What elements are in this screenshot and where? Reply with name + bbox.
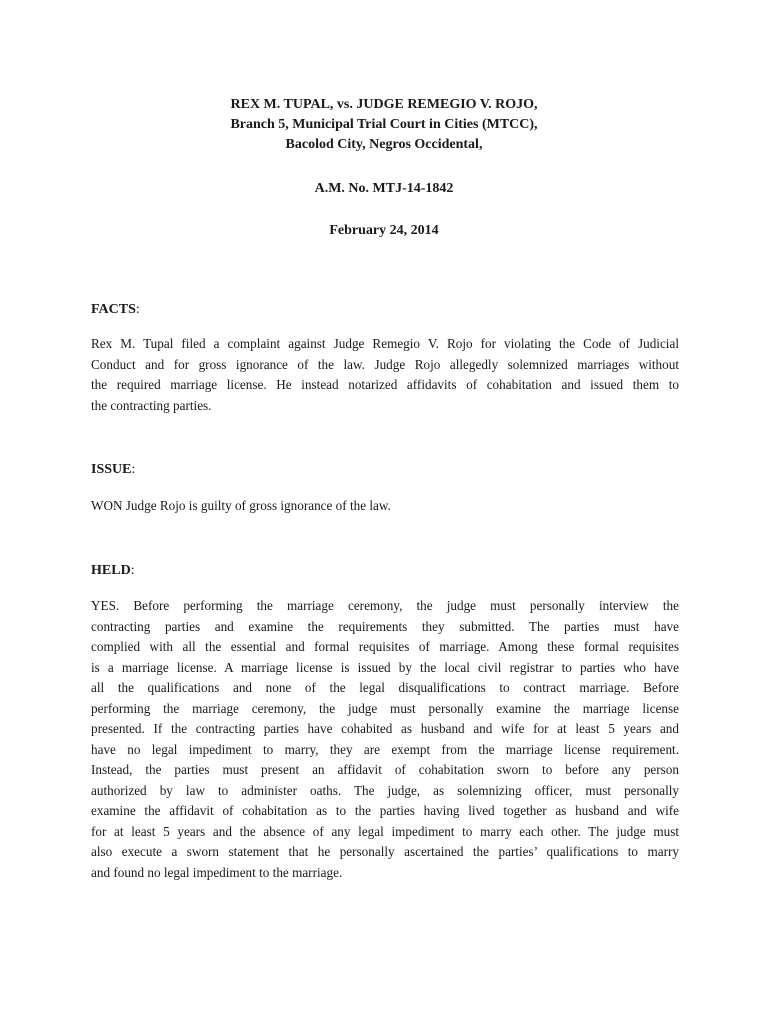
facts-heading-label: FACTS xyxy=(91,302,136,317)
case-header xyxy=(0,95,768,241)
issue-heading-colon: : xyxy=(131,462,136,477)
case-date: February 24, 2014 xyxy=(329,223,439,238)
facts-line: Conduct and for gross ignorance of the law. Judge Rojo allegedly solemnized marriages without xyxy=(91,356,679,372)
held-line: is a marriage license. A marriage license is issued by the local civil registrar to parties who have xyxy=(91,659,679,675)
held-line: Instead, the parties must present an affidavit of cohabitation sworn to before any person xyxy=(91,762,679,777)
held-heading xyxy=(91,563,135,579)
issue-line: WON Judge Rojo is guilty of gross ignorance of the law. xyxy=(91,498,391,513)
held-line: complied with all the essential and formal requisites of marriage. Among these formal requisites xyxy=(91,639,679,654)
held-line: performing the marriage ceremony, the judge must personally examine the marriage license xyxy=(91,700,679,716)
facts-line: the required marriage license. He instead notarized affidavits of cohabitation and issued them to xyxy=(91,377,679,392)
facts-line: Rex M. Tupal filed a complaint against Judge Remegio V. Rojo for violating the Code of Judicial xyxy=(91,336,679,351)
held-heading-colon: : xyxy=(130,563,135,578)
held-line: YES. Before performing the marriage ceremony, the judge must personally interview the xyxy=(91,598,679,613)
held-line: contracting parties and examine the requirements they submitted. The parties must have xyxy=(91,618,679,634)
case-title-line-3: Bacolod City, Negros Occidental, xyxy=(285,137,483,152)
held-heading-label: HELD xyxy=(91,563,131,578)
facts-heading-colon: : xyxy=(135,302,140,317)
case-number: A.M. No. MTJ-14-1842 xyxy=(314,181,454,196)
held-line: examine the affidavit of cohabitation as to the parties having lived together as husband and wife xyxy=(91,803,679,818)
held-line: have no legal impediment to marry, they are exempt from the marriage license requirement. xyxy=(91,741,679,757)
held-line: and found no legal impediment to the marriage. xyxy=(91,864,343,880)
facts-heading xyxy=(91,302,140,318)
held-line: authorized by law to administer oaths. The judge, as solemnizing officer, must personally xyxy=(91,782,679,798)
case-title-line-2: Branch 5, Municipal Trial Court in Cities (MTCC), xyxy=(230,117,538,132)
held-paragraph xyxy=(91,596,679,883)
held-line: presented. If the contracting parties have cohabited as husband and wife for at least 5 years and xyxy=(91,721,679,736)
held-line: for at least 5 years and the absence of any legal impediment to marry each other. The judge must xyxy=(91,823,679,839)
issue-heading xyxy=(91,462,135,478)
issue-paragraph xyxy=(91,496,679,517)
case-title-line-1: REX M. TUPAL, vs. JUDGE REMEGIO V. ROJO, xyxy=(230,97,538,112)
facts-line: the contracting parties. xyxy=(91,397,212,413)
issue-heading-label: ISSUE xyxy=(91,462,132,477)
held-line: also execute a sworn statement that he personally ascertained the parties’ qualifications to marry xyxy=(91,844,679,859)
held-line: all the qualifications and none of the legal disqualifications to contract marriage. Before xyxy=(91,680,679,695)
facts-paragraph xyxy=(91,334,679,416)
